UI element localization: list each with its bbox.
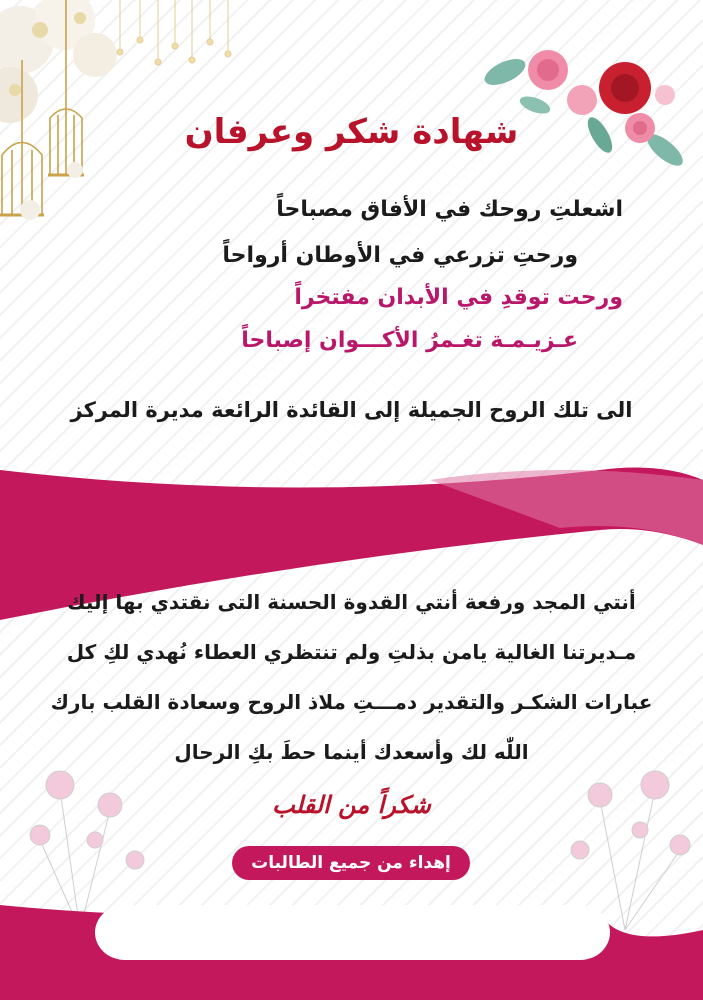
body-line-2: مـديرتنا الغالية يامن بذلتِ ولم تنتظري العطاء نُهدي لكِ كل (66, 640, 637, 664)
body-line-4: اللّٰه لك وأسعدك أينما حطَ بكِ الرحال (174, 740, 529, 764)
poem-line-4: عـزيـمـة تغـمرُ الأكـــوان إصباحاً (241, 328, 578, 353)
poem-line-2: ورحتِ تزرعي في الأوطان أرواحاً (222, 243, 578, 268)
poem-line-1: اشعلتِ روحك في الأفاق مصباحاً (276, 197, 623, 222)
body-line-1: أنتي المجد ورفعة أنتي القدوة الحسنة التى نقتدي بها إليك (67, 590, 636, 614)
body-line-3: عبارات الشكـر والتقدير دمـــتِ ملاذ الروح وسعادة القلب بارك (50, 690, 653, 714)
hanging-lights-decoration (117, 0, 231, 65)
dedication-text: الى تلك الروح الجميلة إلى القائدة الرائعة مديرة المركز (70, 398, 633, 422)
thanks-signature: شكراً من القلب (272, 790, 431, 819)
certificate-title: شهادة شكر وعرفان (184, 112, 519, 152)
white-flowers-decoration (0, 0, 117, 123)
from-students-badge: إهداء من جميع الطالبات (232, 846, 470, 880)
roses-decoration (481, 50, 688, 171)
poem-line-3: ورحت توقدِ في الأبدان مفتخراً (294, 285, 623, 310)
